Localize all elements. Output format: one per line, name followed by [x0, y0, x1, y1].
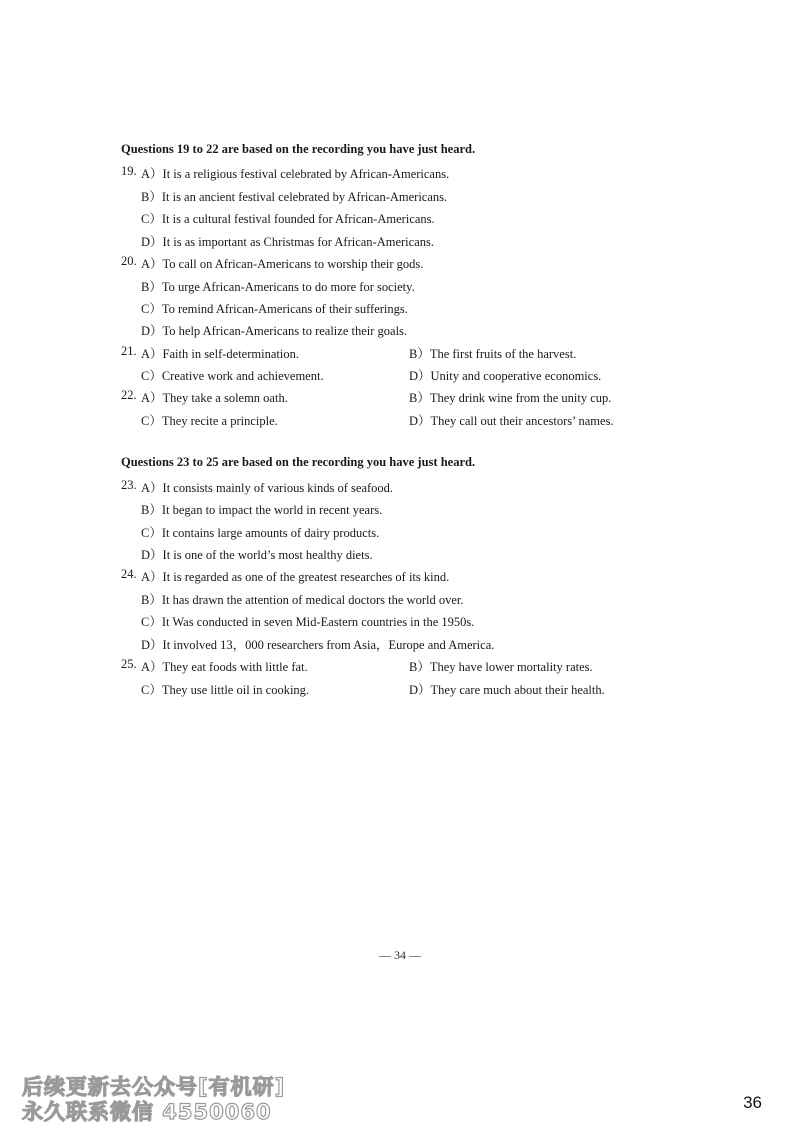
option-a: A）To call on African-Americans to worship their gods. [141, 257, 424, 271]
option-a: A）It consists mainly of various kinds of seafood. [141, 481, 394, 495]
question-number: 24. [121, 567, 137, 581]
question-number: 19. [121, 164, 137, 178]
option-c: C）They recite a principle. [141, 414, 278, 428]
question-number: 20. [121, 254, 137, 268]
option-d: D）To help African-Americans to realize their goals. [141, 324, 408, 338]
question-number: 22. [121, 388, 137, 402]
question-24 [121, 567, 450, 584]
option-b: B）It began to impact the world in recent years. [141, 503, 383, 517]
option-c: C）To remind African-Americans of their sufferings. [141, 302, 408, 316]
option-d: D）They care much about their health. [409, 683, 605, 697]
option-b: B）They drink wine from the unity cup. [409, 391, 612, 405]
option-b: B）It is an ancient festival celebrated by African-Americans. [141, 190, 448, 204]
option-b: B）They have lower mortality rates. [409, 660, 593, 674]
option-d: D）It is one of the world’s most healthy diets. [141, 548, 373, 562]
question-number: 21. [121, 344, 137, 358]
option-c: C）It is a cultural festival founded for African-Americans. [141, 212, 435, 226]
page-number: — 34 — [379, 948, 421, 962]
option-d: D）It involved 13，000 researchers from Asia，Europe and America. [141, 638, 495, 652]
option-b: B）It has drawn the attention of medical doctors the world over. [141, 593, 464, 607]
option-d: D）Unity and cooperative economics. [409, 369, 602, 383]
question-20 [121, 254, 424, 271]
option-a: A）Faith in self-determination. [141, 347, 299, 361]
question-25 [121, 657, 308, 674]
option-a: A）They take a solemn oath. [141, 391, 288, 405]
option-b: B）The first fruits of the harvest. [409, 347, 577, 361]
option-c: C）Creative work and achievement. [141, 369, 324, 383]
section-header: Questions 19 to 22 are based on the recording you have just heard. [121, 142, 476, 156]
corner-page-number: 36 [743, 1093, 762, 1112]
option-c: C）They use little oil in cooking. [141, 683, 310, 697]
option-a: A）It is a religious festival celebrated by African-Americans. [141, 167, 450, 181]
question-19 [121, 164, 450, 181]
watermark [22, 1075, 285, 1125]
option-a: A）They eat foods with little fat. [141, 660, 308, 674]
question-23 [121, 478, 394, 495]
option-c: C）It contains large amounts of dairy products. [141, 526, 380, 540]
option-a: A）It is regarded as one of the greatest researches of its kind. [141, 570, 450, 584]
option-d: D）It is as important as Christmas for African-Americans. [141, 235, 434, 249]
option-d: D）They call out their ancestors’ names. [409, 414, 614, 428]
watermark-line: 永久联系微信 4550060 [22, 1100, 272, 1124]
option-c: C）It Was conducted in seven Mid-Eastern countries in the 1950s. [141, 615, 475, 629]
watermark-line: 后续更新去公众号[有机研] [22, 1075, 286, 1099]
question-21 [121, 344, 299, 361]
option-b: B）To urge African-Americans to do more for society. [141, 280, 415, 294]
question-22 [121, 388, 288, 405]
question-number: 25. [121, 657, 137, 671]
section-header: Questions 23 to 25 are based on the recording you have just heard. [121, 455, 476, 469]
question-number: 23. [121, 478, 137, 492]
